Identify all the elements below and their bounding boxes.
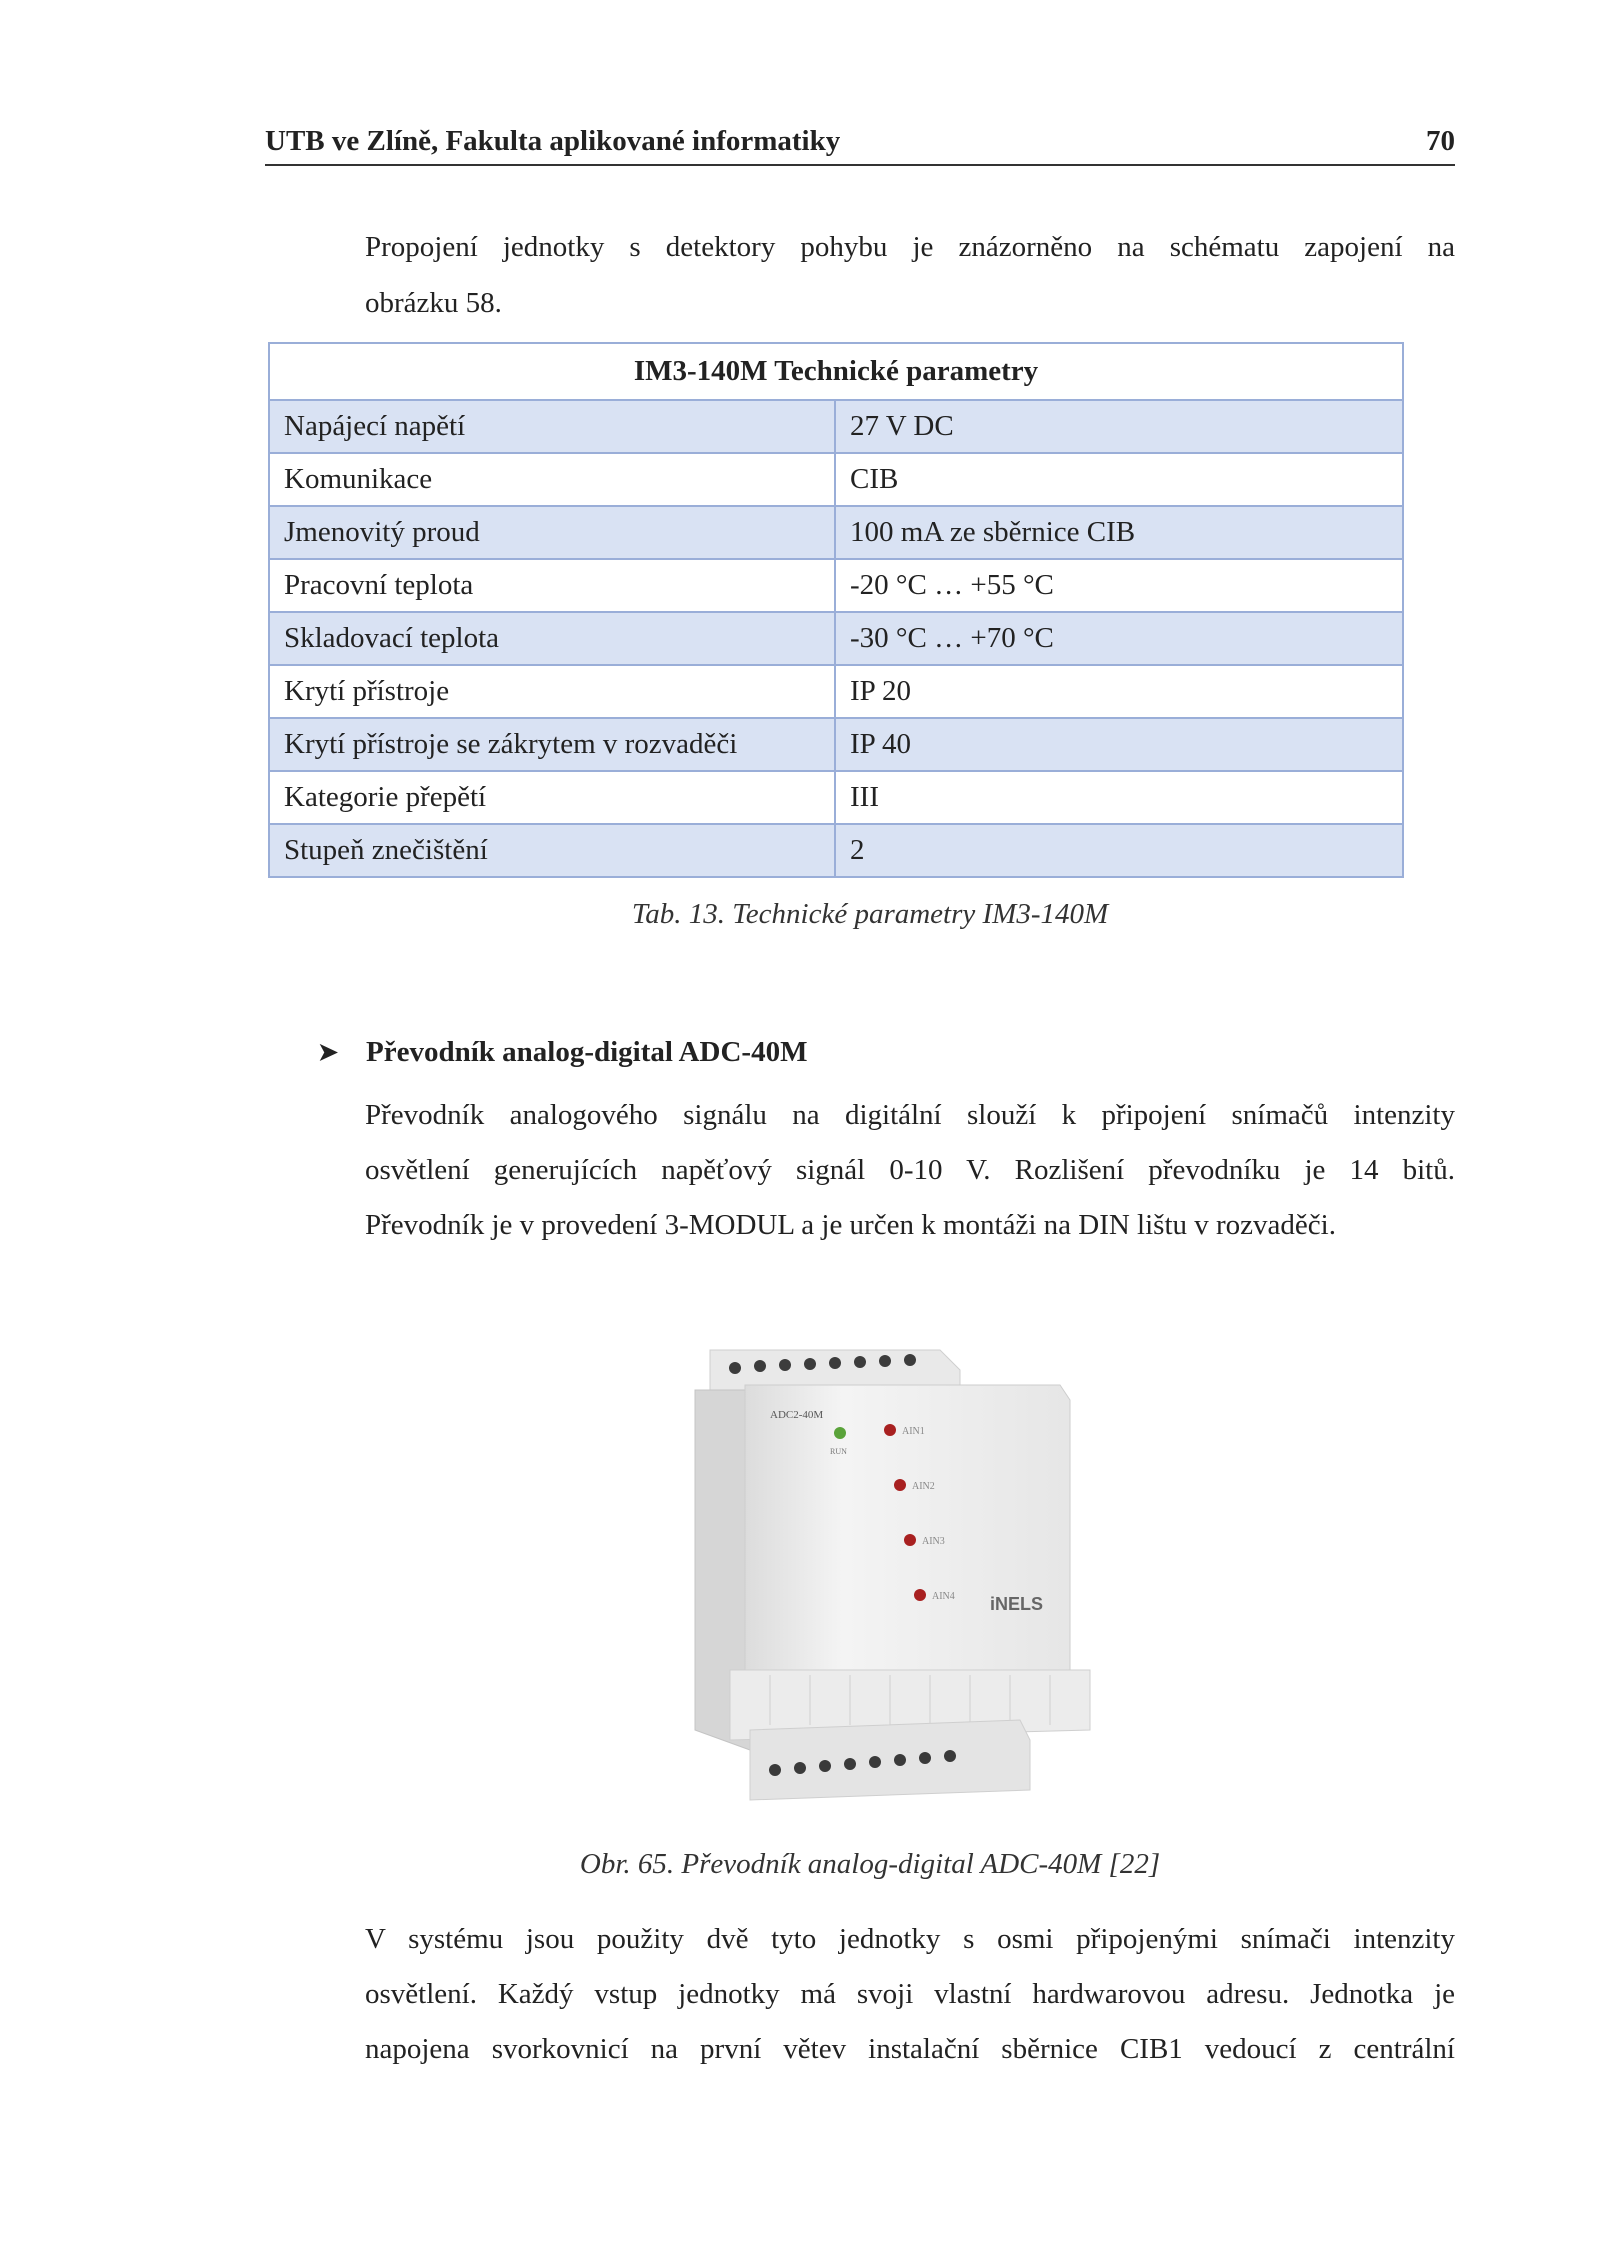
value-cell: -30 °C … +70 °C: [835, 612, 1403, 665]
table-row: [269, 665, 1403, 718]
header-title: UTB ve Zlíně, Fakulta aplikované informatiky: [265, 125, 841, 157]
page-header: [265, 122, 1455, 166]
param-cell: Skladovací teplota: [269, 612, 835, 665]
ain1-led-icon: [884, 1424, 896, 1436]
table-row: [269, 718, 1403, 771]
ain3-label: AIN3: [922, 1536, 945, 1547]
param-cell: Krytí přístroje: [269, 665, 835, 718]
ain3-led-icon: [904, 1534, 916, 1546]
param-cell: Stupeň znečištění: [269, 824, 835, 877]
table-row: [269, 559, 1403, 612]
value-cell: 2: [835, 824, 1403, 877]
ain2-label: AIN2: [912, 1481, 935, 1492]
run-led-icon: [834, 1427, 846, 1439]
table-row: [269, 771, 1403, 824]
param-cell: Pracovní teplota: [269, 559, 835, 612]
ain4-label: AIN4: [932, 1591, 955, 1602]
table-row: [269, 506, 1403, 559]
param-cell: Kategorie přepětí: [269, 771, 835, 824]
section-line-1: Převodník analogového signálu na digitální slouží k připojení snímačů intenzity: [365, 1099, 1455, 1131]
table-caption: Tab. 13. Technické parametry IM3-140M: [631, 898, 1109, 930]
table-row: [269, 400, 1403, 453]
intro-line-2: obrázku 58.: [365, 287, 502, 319]
table-row: [269, 612, 1403, 665]
table-row: [269, 453, 1403, 506]
param-cell: Komunikace: [269, 453, 835, 506]
value-cell: 27 V DC: [835, 400, 1403, 453]
value-cell: III: [835, 771, 1403, 824]
closing-line-3: napojena svorkovnicí na první větev instalační sběrnice CIB1 vedoucí z centrální: [365, 2033, 1455, 2065]
value-cell: CIB: [835, 453, 1403, 506]
ain4-led-icon: [914, 1589, 926, 1601]
ain1-label: AIN1: [902, 1426, 925, 1437]
value-cell: IP 40: [835, 718, 1403, 771]
spec-table-title: IM3-140M Technické parametry: [269, 343, 1403, 400]
section-heading-text: Převodník analog-digital ADC-40M: [366, 1036, 808, 1068]
section-line-2: osvětlení generujících napěťový signál 0-10 V. Rozlišení převodníku je 14 bitů.: [365, 1154, 1455, 1186]
param-cell: Jmenovitý proud: [269, 506, 835, 559]
closing-line-1: V systému jsou použity dvě tyto jednotky s osmi připojenými snímači intenzity: [365, 1923, 1455, 1955]
param-cell: Krytí přístroje se zákrytem v rozvaděči: [269, 718, 835, 771]
intro-line-1: Propojení jednotky s detektory pohybu je znázorněno na schématu zapojení na: [365, 231, 1455, 263]
adc-40m-device-image: [690, 1330, 1130, 1830]
param-cell: Napájecí napětí: [269, 400, 835, 453]
section-line-3: Převodník je v provedení 3-MODUL a je určen k montáži na DIN lištu v rozvaděči.: [365, 1209, 1336, 1241]
value-cell: 100 mA ze sběrnice CIB: [835, 506, 1403, 559]
inels-logo: iNELS: [990, 1594, 1044, 1614]
spec-table: [268, 342, 1404, 878]
figure-caption: Obr. 65. Převodník analog-digital ADC-40M [22]: [579, 1848, 1161, 1880]
section-heading: [318, 1036, 807, 1069]
run-label: RUN: [830, 1447, 847, 1456]
page-number: 70: [1426, 125, 1455, 157]
arrow-bullet-icon: ➤: [318, 1040, 339, 1066]
closing-line-2: osvětlení. Každý vstup jednotky má svoji vlastní hardwarovou adresu. Jednotka je: [365, 1978, 1455, 2010]
ain2-led-icon: [894, 1479, 906, 1491]
device-label: ADC2-40M: [770, 1409, 824, 1421]
value-cell: IP 20: [835, 665, 1403, 718]
value-cell: -20 °C … +55 °C: [835, 559, 1403, 612]
table-row: [269, 824, 1403, 877]
